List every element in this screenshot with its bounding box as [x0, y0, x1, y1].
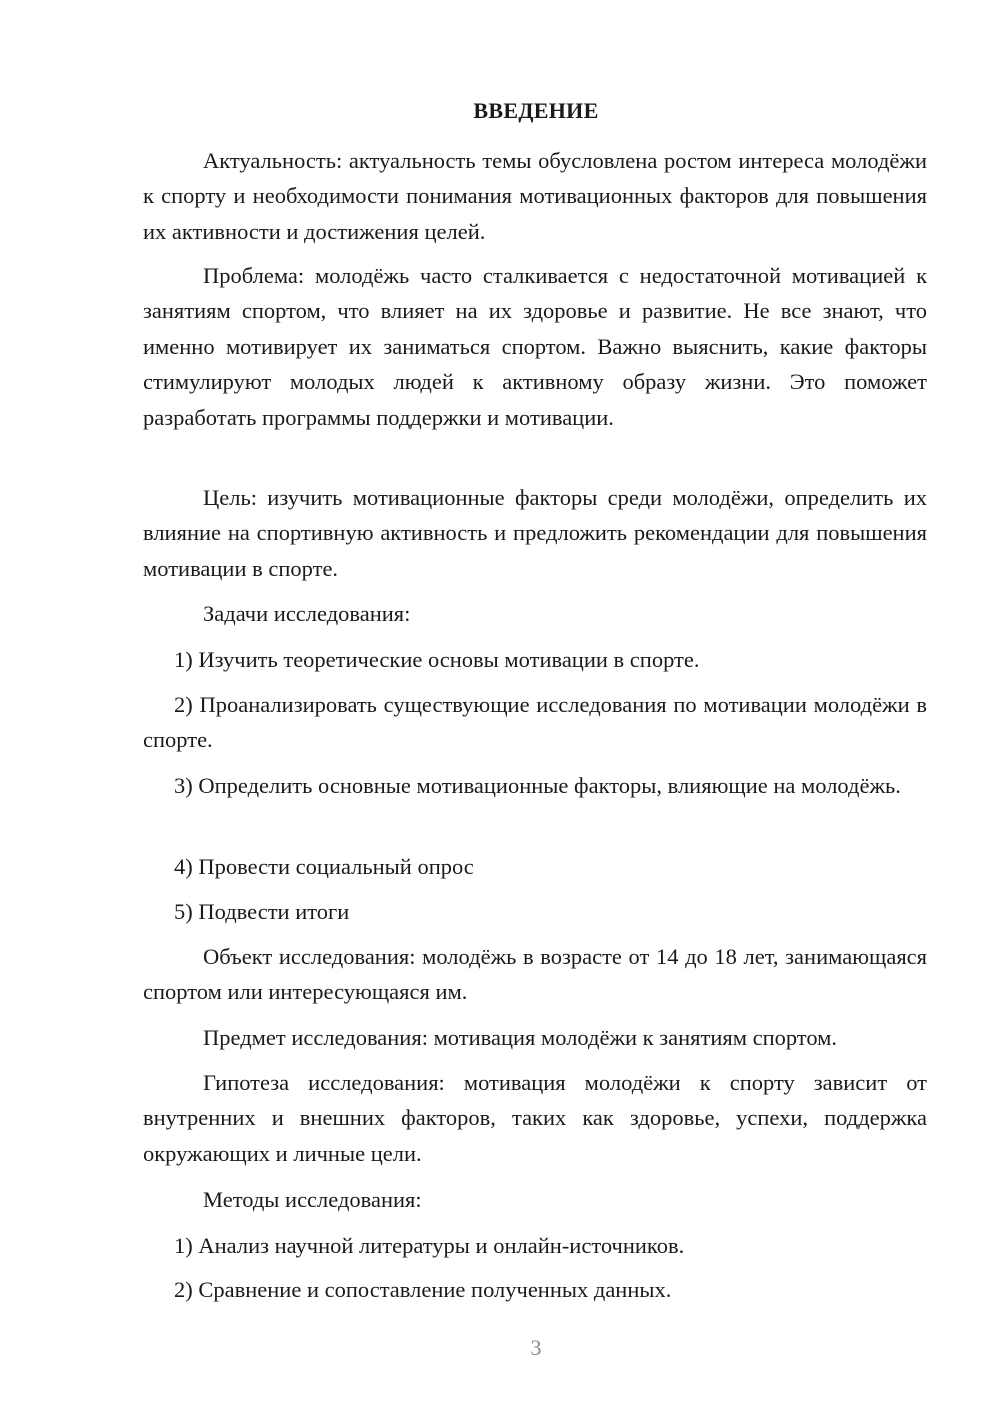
goal-paragraph: Цель: изучить мотивационные факторы среди молодёжи, определить их влияние на спортивную активность и предложить рекомендации для повышения мотивации в спорте.: [143, 485, 927, 581]
task-item-4: 4) Провести социальный опрос: [174, 854, 474, 879]
relevance-paragraph: Актуальность: актуальность темы обусловлена ростом интереса молодёжи к спорту и необходимости понимания мотивационных факторов для повышения их активности и достижения целей.: [143, 148, 927, 244]
subject-paragraph: Предмет исследования: мотивация молодёжи к занятиям спортом.: [203, 1025, 838, 1050]
task-item-2: 2) Проанализировать существующие исследования по мотивации молодёжи в спорте.: [143, 692, 927, 753]
method-item-2: 2) Сравнение и сопоставление полученных данных.: [174, 1277, 672, 1302]
page-number: 3: [530, 1335, 542, 1360]
task-item-5: 5) Подвести итоги: [174, 899, 350, 924]
method-item-1: 1) Анализ научной литературы и онлайн-источников.: [174, 1233, 685, 1258]
task-item-3: 3) Определить основные мотивационные факторы, влияющие на молодёжь.: [174, 773, 901, 798]
methods-heading: Методы исследования:: [203, 1187, 422, 1212]
page-title: ВВЕДЕНИЕ: [473, 98, 599, 123]
hypothesis-paragraph: Гипотеза исследования: мотивация молодёжи к спорту зависит от внутренних и внешних факторов, таких как здоровье, успехи, поддержка окружающих и личные цели.: [143, 1070, 927, 1166]
task-item-1: 1) Изучить теоретические основы мотивации в спорте.: [174, 647, 700, 672]
problem-paragraph: Проблема: молодёжь часто сталкивается с недостаточной мотивацией к занятиям спортом, что влияет на их здоровье и развитие. Не все знают, что именно мотивирует их заниматься спортом. Важно выяснить, какие факторы стимулируют молодых людей к активному образу жизни. Это поможет разработать программы поддержки и мотивации.: [143, 263, 927, 430]
tasks-heading: Задачи исследования:: [203, 601, 411, 626]
object-paragraph: Объект исследования: молодёжь в возрасте от 14 до 18 лет, занимающаяся спортом или интересующаяся им.: [143, 944, 927, 1005]
